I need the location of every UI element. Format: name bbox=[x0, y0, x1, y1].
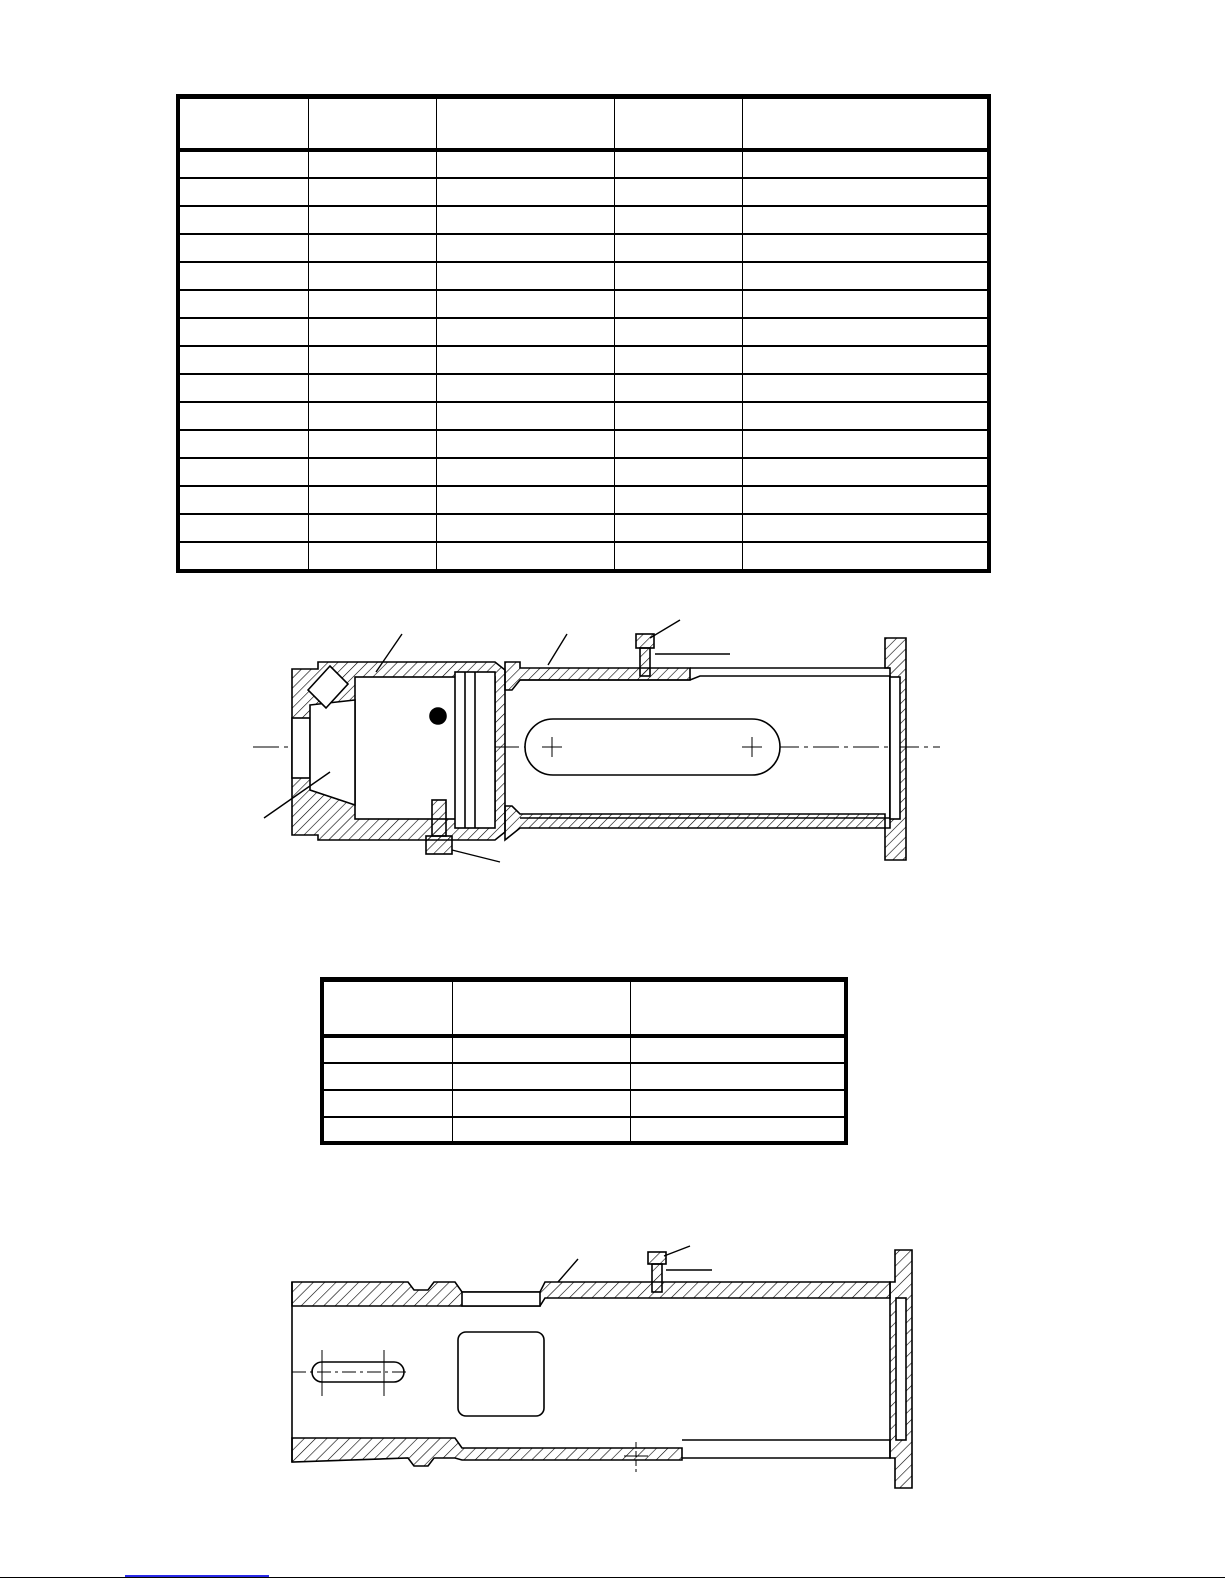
tube-top-wall bbox=[292, 1282, 890, 1306]
tube-leader-lines bbox=[558, 1246, 712, 1282]
tube-window bbox=[458, 1332, 544, 1416]
tube-bottom-wall bbox=[292, 1438, 682, 1466]
footer-link[interactable] bbox=[125, 1575, 269, 1577]
tube-screw bbox=[648, 1252, 666, 1264]
footer-rule bbox=[0, 1577, 1225, 1578]
